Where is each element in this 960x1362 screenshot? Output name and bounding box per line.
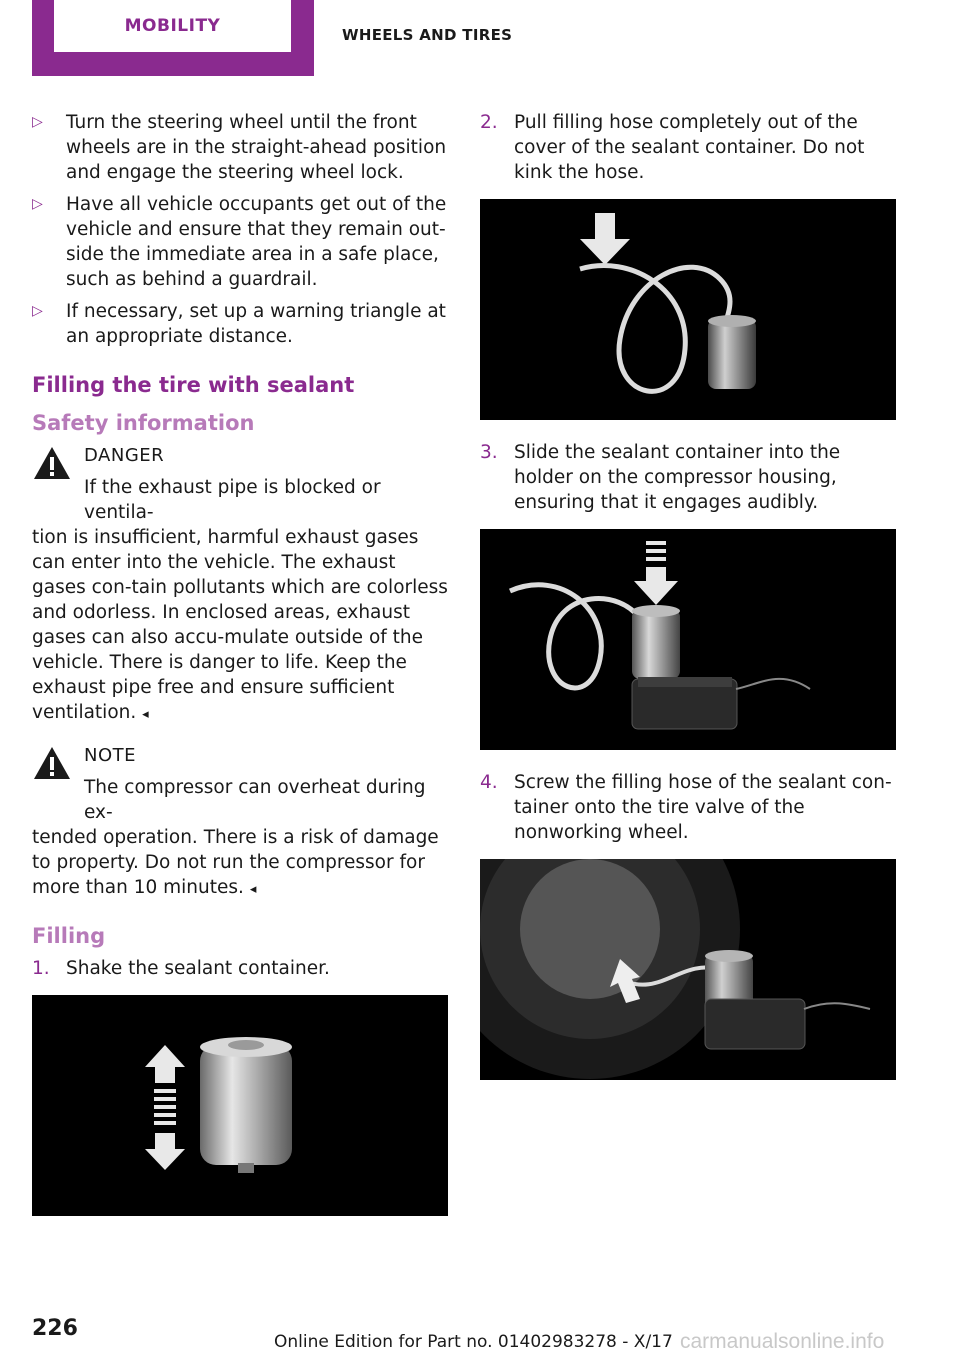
step-number: 4. (480, 772, 498, 793)
danger-block (32, 443, 448, 727)
step-item (480, 110, 896, 185)
right-column (480, 110, 896, 1100)
end-mark-icon: ◂ (142, 707, 149, 722)
bullet-item (32, 192, 448, 292)
pull-hose-illustration (480, 199, 896, 420)
bullet-marker-icon: ▷ (32, 196, 43, 212)
danger-title: DANGER (84, 445, 165, 466)
note-text: tended operation. There is a risk of damage to property. Do not run the compressor for more than 10 minutes. (32, 827, 439, 898)
step-number: 1. (32, 958, 50, 979)
attach-hose-illustration (480, 859, 896, 1080)
note-title: NOTE (84, 745, 137, 766)
bullet-text: Have all vehicle occupants get out of the vehicle and ensure that they remain out-side the immediate area in a safe place, such as behind a guardrail. (66, 194, 447, 290)
warning-triangle-icon (32, 745, 72, 781)
bullet-text: If necessary, set up a warning triangle at an appropriate distance. (66, 301, 446, 347)
section-heading: Filling the tire with sealant (32, 373, 355, 397)
bullet-text: Turn the steering wheel until the front wheels are in the straight-ahead position and engage the steering wheel lock. (66, 112, 447, 183)
edition-text: Online Edition for Part no. 01402983278 - X/17 (274, 1332, 673, 1352)
step-text: Screw the filling hose of the sealant con-tainer onto the tire valve of the nonworking wheel. (514, 772, 892, 843)
bullet-marker-icon: ▷ (32, 114, 43, 130)
step-number: 2. (480, 112, 498, 133)
shake-container-illustration (32, 995, 448, 1216)
note-block (32, 743, 448, 902)
danger-first-line: If the exhaust pipe is blocked or ventila- (84, 477, 381, 523)
filling-heading: Filling (32, 924, 106, 948)
bullet-marker-icon: ▷ (32, 303, 43, 319)
shake-container-figure (32, 995, 448, 1216)
step-text: Shake the sealant container. (66, 958, 330, 979)
note-first-line: The compressor can overheat during ex- (84, 777, 426, 823)
step-item (480, 440, 896, 515)
bullet-item (32, 299, 448, 349)
step-text: Slide the sealant container into the holder on the compressor housing, ensuring that it engages audibly. (514, 442, 841, 513)
warning-triangle-icon (32, 445, 72, 481)
end-mark-icon: ◂ (249, 882, 257, 897)
step-item (480, 770, 896, 845)
bullet-item (32, 110, 448, 185)
danger-text: tion is insufficient, harmful exhaust gases can enter into the vehicle. The exhaust gases con-tain pollutants which are colorless and odorless. In enclosed areas, exhaust gases can also accu-mulate outside of the vehicle. There is danger to life. Keep the exhaust pipe free and ensure sufficient ventilation. (32, 527, 448, 723)
attach-hose-figure (480, 859, 896, 1080)
insert-container-figure (480, 529, 896, 750)
step-item (32, 956, 448, 981)
section-tab (32, 0, 314, 76)
step-text: Pull filling hose completely out of the cover of the sealant container. Do not kink the hose. (514, 112, 865, 183)
pull-hose-figure (480, 199, 896, 420)
page-number: 226 (32, 1316, 78, 1341)
left-column (32, 110, 448, 1236)
section-tab-label: MOBILITY (54, 0, 291, 52)
safety-heading: Safety information (32, 411, 255, 435)
step-number: 3. (480, 442, 498, 463)
watermark: carmanualsonline.info (680, 1330, 885, 1353)
chapter-title: WHEELS AND TIRES (342, 26, 513, 44)
insert-container-illustration (480, 529, 896, 750)
